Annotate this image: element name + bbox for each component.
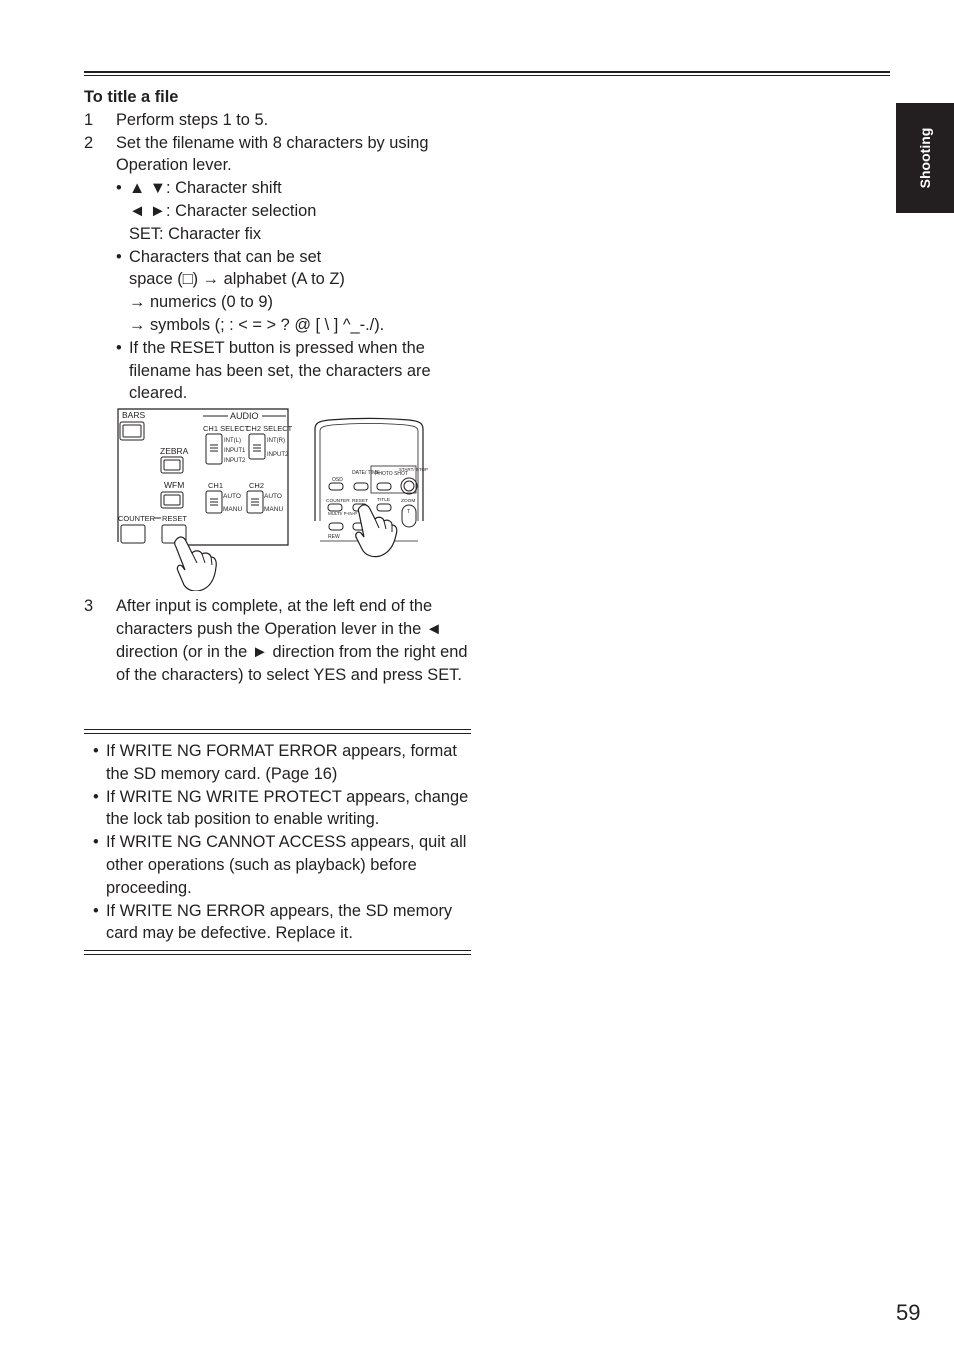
step-number: 3 <box>84 597 94 616</box>
label-auto-2: AUTO <box>264 493 282 501</box>
note-text: If WRITE NG ERROR appears, the SD memory card may be defective. Replace it. <box>106 901 453 943</box>
note-item: • If WRITE NG FORMAT ERROR appears, format the SD memory card. (Page 16) <box>93 742 457 783</box>
note-item: • If WRITE NG CANNOT ACCESS appears, quit all other operations (such as playback) before proceeding. <box>93 833 467 897</box>
step-1 <box>84 109 474 132</box>
remote-label-zoom-t: T <box>407 509 411 516</box>
label-audio: AUDIO <box>230 411 259 422</box>
notes-bottom-rule <box>84 950 471 955</box>
note-item: • If WRITE NG WRITE PROTECT appears, change the lock tab position to enable writing. <box>93 787 469 829</box>
note-text: If WRITE NG FORMAT ERROR appears, format the SD memory card. (Page 16) <box>106 742 457 783</box>
remote-label-title: TITLE <box>377 498 391 504</box>
bullet-line: → numerics (0 to 9) <box>129 293 273 312</box>
label-ch1: CH1 <box>208 481 224 491</box>
label-wfm: WFM <box>164 480 185 491</box>
label-ch2: CH2 <box>249 481 265 491</box>
remote-label-multi: MULTI/ P-IN-P <box>328 511 358 517</box>
label-input2-right: INPUT2 <box>267 452 289 459</box>
section-heading: To title a file <box>84 88 179 106</box>
page-number: 59 <box>896 1300 921 1325</box>
remote-label-zoom: ZOOM <box>401 499 416 505</box>
bullet-line: ▲ ▼: Character shift <box>129 179 282 198</box>
remote-label-osd: OSD <box>332 477 343 484</box>
section-tab <box>896 103 954 213</box>
label-manu-2: MANU <box>264 506 284 514</box>
illustration <box>84 407 474 591</box>
remote-label-start-stop: START/ STOP <box>399 467 429 473</box>
remote-label-date-time: DATE/ TIME <box>352 470 380 477</box>
bullet-reset: • If the RESET button is pressed when the filename has been set, the characters are cleared. <box>116 337 459 405</box>
bullet-line: → symbols (; : < = > ? @ [ \ ] ^_-./). <box>129 315 385 334</box>
notes-box <box>84 729 471 955</box>
label-manu-1: MANU <box>223 506 243 514</box>
remote-label-reset: RESET <box>352 499 368 505</box>
bullet-line: SET: Character fix <box>129 224 262 243</box>
note-item: • If WRITE NG ERROR appears, the SD memory card may be defective. Replace it. <box>93 901 453 943</box>
label-ch2-select: CH2 SELECT <box>246 424 293 434</box>
label-input2: INPUT2 <box>224 458 246 465</box>
step-2 <box>84 132 474 406</box>
bullet-line: space (□) → alphabet (A to Z) <box>129 270 345 289</box>
remote-label-photo-shot: PHOTO SHOT <box>375 471 408 478</box>
camera-panel <box>118 409 293 591</box>
label-zebra: ZEBRA <box>160 446 189 457</box>
label-ch1-select: CH1 SELECT <box>203 424 250 434</box>
main-content <box>84 86 474 686</box>
label-input1: INPUT1 <box>224 448 246 455</box>
step-number: 2 <box>84 133 94 152</box>
step-text: Perform steps 1 to 5. <box>116 110 269 129</box>
label-reset: RESET <box>162 514 188 524</box>
bullet-line: If the RESET button is pressed when the filename has been set, the characters are cleared. <box>129 338 431 403</box>
bullet-line: ◄ ►: Character selection <box>129 201 317 220</box>
label-int-l: INT(L) <box>224 438 241 445</box>
label-int-r: INT(R) <box>267 438 285 445</box>
label-bars: BARS <box>122 410 146 421</box>
step-3 <box>84 595 474 686</box>
bullet-line: Characters that can be set <box>129 247 322 266</box>
remote-label-rew: REW <box>328 534 340 541</box>
note-text: If WRITE NG CANNOT ACCESS appears, quit all other operations (such as playback) before proceeding. <box>106 833 467 897</box>
step-number: 1 <box>84 110 94 129</box>
control-panel-illustration <box>84 407 474 591</box>
note-text: If WRITE NG WRITE PROTECT appears, change the lock tab position to enable writing. <box>106 787 469 829</box>
label-auto-1: AUTO <box>223 493 241 501</box>
bullet-controls: • ▲ ▼: Character shift ◄ ►: Character selection SET: Character fix <box>116 177 474 245</box>
section-tab-label: Shooting <box>917 127 933 189</box>
remote-control-illustration <box>315 419 428 557</box>
remote-label-counter: COUNTER <box>326 499 350 505</box>
notes-list <box>84 734 471 950</box>
step-text: After input is complete, at the left end of the characters push the Operation lever in the ◄ direction (or in the ► direction from the right end of the characters) to select YES and press SET. <box>116 597 468 684</box>
step-text: Set the filename with 8 characters by using Operation lever. <box>116 133 429 175</box>
top-rule <box>84 71 890 73</box>
bullet-characters: • Characters that can be set space (□) → alphabet (A to Z) → numerics (0 to 9) → symbols (; : < = > ? @ [ \ ] ^_-./). <box>116 246 474 337</box>
label-counter: COUNTER <box>118 514 156 524</box>
